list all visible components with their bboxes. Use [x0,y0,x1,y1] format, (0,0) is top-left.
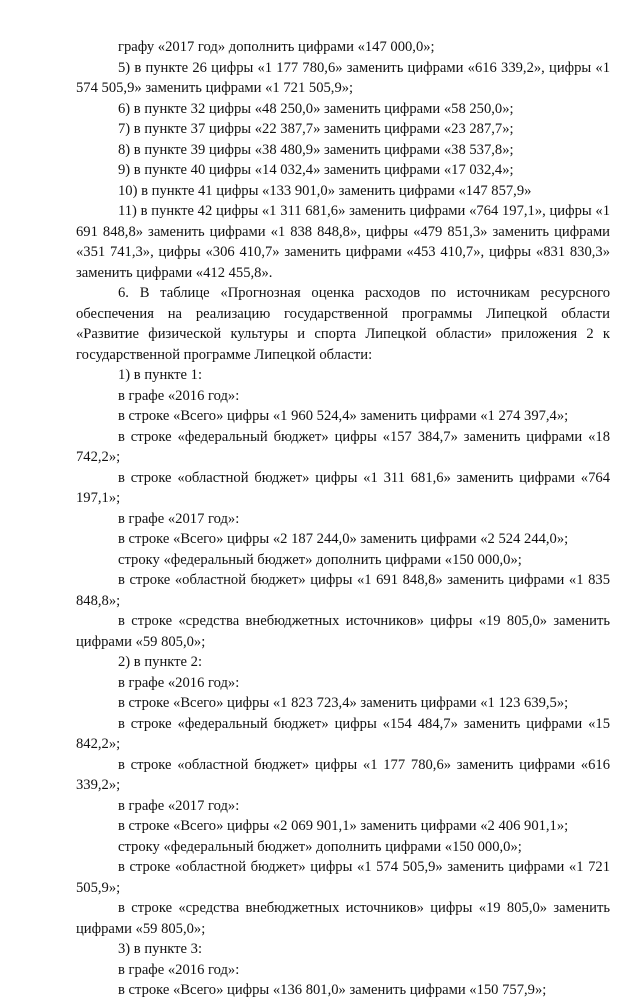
paragraph: в строке «средства внебюджетных источников» цифры «19 805,0» заменить цифрами «59 805,0»; [76,900,610,937]
paragraph: в графе «2017 год»: [118,510,240,527]
paragraph: строку «федеральный бюджет» дополнить цифрами «150 000,0»; [118,551,522,568]
paragraph: в строке «областной бюджет» цифры «1 177 780,6» заменить цифрами «616 339,2»; [76,756,610,793]
paragraph: 6. В таблице «Прогнозная оценка расходов по источникам ресурсного обеспечения на реализацию государственной программы Липецкой области «Развитие физической культуры и спорта Липецкой области» приложения 2 к государственной программе Липецкой области: [76,285,610,363]
paragraph: в графе «2016 год»: [118,961,240,978]
paragraph: 11) в пункте 42 цифры «1 311 681,6» заменить цифрами «764 197,1», цифры «1 691 848,8» заменить цифрами «1 838 848,8», цифры «479 851,3» заменить цифрами «351 741,3», цифры «306 410,7» заменить цифрами «453 410,7», цифры «831 830,3» заменить цифрами «412 455,8». [76,203,610,281]
paragraph: графу «2017 год» дополнить цифрами «147 000,0»; [118,39,435,55]
paragraph: в строке «Всего» цифры «2 187 244,0» заменить цифрами «2 524 244,0»; [118,531,569,547]
paragraph: в строке «областной бюджет» цифры «1 691 848,8» заменить цифрами «1 835 848,8»; [76,572,610,609]
paragraph: в строке «Всего» цифры «1 960 524,4» заменить цифрами «1 274 397,4»; [118,408,569,424]
paragraph: 8) в пункте 39 цифры «38 480,9» заменить цифрами «38 537,8»; [118,141,514,158]
paragraph: 1) в пункте 1: [118,367,203,383]
paragraph: строку «федеральный бюджет» дополнить цифрами «150 000,0»; [118,838,522,855]
paragraph: в графе «2016 год»: [118,387,240,404]
paragraph: в графе «2017 год»: [118,797,240,814]
paragraph: в графе «2016 год»: [118,674,240,691]
paragraph: 9) в пункте 40 цифры «14 032,4» заменить цифрами «17 032,4»; [118,162,514,178]
paragraph: 6) в пункте 32 цифры «48 250,0» заменить цифрами «58 250,0»; [118,100,514,117]
paragraph: в строке «средства внебюджетных источников» цифры «19 805,0» заменить цифрами «59 805,0»; [76,613,610,650]
paragraph: 5) в пункте 26 цифры «1 177 780,6» заменить цифрами «616 339,2», цифры «1 574 505,9» заменить цифрами «1 721 505,9»; [76,59,610,96]
paragraph: в строке «областной бюджет» цифры «1 311 681,6» заменить цифрами «764 197,1»; [76,469,610,506]
paragraph: в строке «федеральный бюджет» цифры «157 384,7» заменить цифрами «18 742,2»; [76,428,610,465]
paragraph: в строке «федеральный бюджет» цифры «154 484,7» заменить цифрами «15 842,2»; [76,715,610,752]
paragraph: 7) в пункте 37 цифры «22 387,7» заменить цифрами «23 287,7»; [118,121,514,137]
paragraph: в строке «Всего» цифры «136 801,0» заменить цифрами «150 757,9»; [118,982,547,998]
paragraph: в строке «областной бюджет» цифры «1 574 505,9» заменить цифрами «1 721 505,9»; [76,859,610,896]
paragraph: 10) в пункте 41 цифры «133 901,0» заменить цифрами «147 857,9» [118,182,532,199]
paragraph: 3) в пункте 3: [118,941,203,957]
paragraph: в строке «Всего» цифры «2 069 901,1» заменить цифрами «2 406 901,1»; [118,818,569,834]
paragraph: 2) в пункте 2: [118,654,203,670]
paragraph: в строке «Всего» цифры «1 823 723,4» заменить цифрами «1 123 639,5»; [118,695,569,711]
